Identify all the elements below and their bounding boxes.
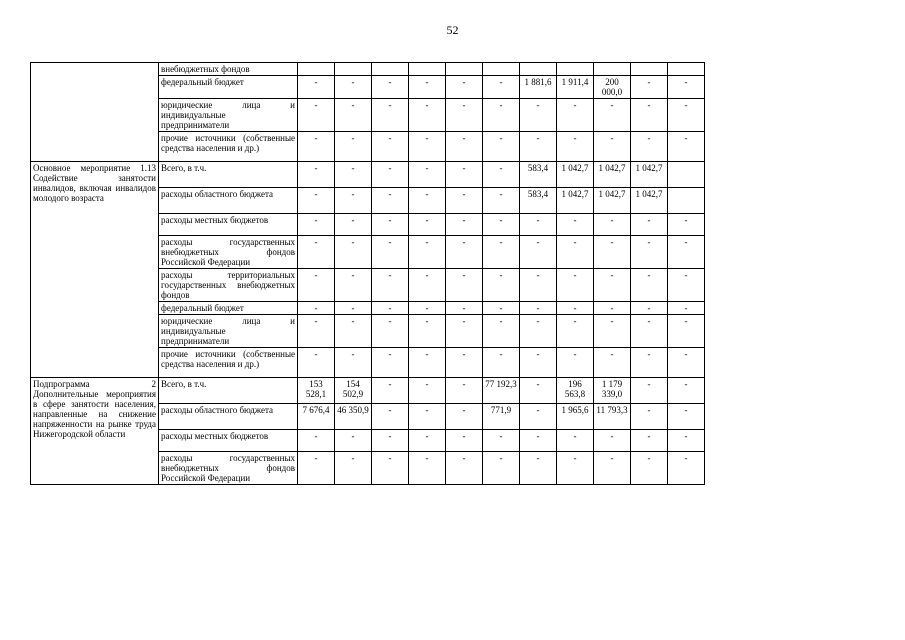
value-cell: - — [594, 348, 631, 378]
funding-table — [30, 62, 705, 485]
value-cell: 1 881,6 — [520, 76, 557, 99]
value-cell: - — [520, 132, 557, 162]
value-cell: - — [446, 315, 483, 348]
value-cell: - — [409, 452, 446, 485]
value-cell: - — [483, 162, 520, 188]
value-cell: - — [372, 452, 409, 485]
value-cell: - — [594, 302, 631, 315]
value-cell: 1 179 339,0 — [594, 378, 631, 404]
value-cell: - — [483, 99, 520, 132]
value-cell: - — [668, 348, 705, 378]
funding-source-cell: Всего, в т.ч. — [159, 162, 298, 188]
value-cell: - — [446, 236, 483, 269]
value-cell: - — [409, 348, 446, 378]
value-cell: - — [557, 315, 594, 348]
value-cell: - — [372, 378, 409, 404]
value-cell: - — [483, 214, 520, 236]
value-cell: - — [298, 452, 335, 485]
value-cell: - — [594, 269, 631, 302]
value-cell: - — [335, 132, 372, 162]
value-cell: - — [446, 269, 483, 302]
value-cell — [446, 63, 483, 76]
funding-source-cell: прочие источники (собственные средства населения и др.) — [159, 348, 298, 378]
value-cell: - — [446, 162, 483, 188]
value-cell: - — [409, 132, 446, 162]
value-cell: 1 911,4 — [557, 76, 594, 99]
value-cell: - — [520, 99, 557, 132]
value-cell: - — [335, 236, 372, 269]
value-cell: - — [483, 302, 520, 315]
value-cell: - — [483, 430, 520, 452]
value-cell — [409, 63, 446, 76]
value-cell: - — [631, 348, 668, 378]
value-cell: - — [409, 315, 446, 348]
value-cell: - — [335, 430, 372, 452]
value-cell: - — [483, 188, 520, 214]
value-cell: - — [335, 214, 372, 236]
value-cell: - — [446, 99, 483, 132]
value-cell — [372, 63, 409, 76]
value-cell: - — [446, 378, 483, 404]
value-cell: - — [335, 99, 372, 132]
value-cell: - — [372, 76, 409, 99]
value-cell: - — [668, 214, 705, 236]
value-cell: - — [668, 99, 705, 132]
value-cell — [668, 188, 705, 214]
value-cell: - — [557, 99, 594, 132]
value-cell: 196 563,8 — [557, 378, 594, 404]
value-cell: - — [631, 315, 668, 348]
value-cell: - — [668, 315, 705, 348]
value-cell: - — [372, 348, 409, 378]
value-cell: 1 965,6 — [557, 404, 594, 430]
value-cell — [557, 63, 594, 76]
value-cell: - — [520, 236, 557, 269]
value-cell: - — [446, 404, 483, 430]
value-cell: - — [446, 188, 483, 214]
value-cell: - — [668, 378, 705, 404]
value-cell: - — [520, 378, 557, 404]
value-cell: - — [631, 99, 668, 132]
value-cell: - — [335, 269, 372, 302]
value-cell: - — [557, 214, 594, 236]
value-cell: - — [446, 302, 483, 315]
value-cell: - — [557, 452, 594, 485]
funding-source-cell: федеральный бюджет — [159, 76, 298, 99]
value-cell: 77 192,3 — [483, 378, 520, 404]
value-cell: - — [446, 76, 483, 99]
value-cell: - — [409, 99, 446, 132]
value-cell: - — [483, 315, 520, 348]
value-cell: - — [594, 132, 631, 162]
value-cell: - — [409, 404, 446, 430]
value-cell: - — [372, 430, 409, 452]
table-row — [31, 63, 705, 76]
value-cell: - — [594, 99, 631, 132]
value-cell — [668, 63, 705, 76]
funding-source-cell: расходы территориальных государственных внебюджетных фондов — [159, 269, 298, 302]
value-cell: - — [298, 269, 335, 302]
value-cell: - — [298, 236, 335, 269]
table-body — [31, 63, 705, 485]
value-cell: 1 042,7 — [631, 188, 668, 214]
value-cell: - — [631, 452, 668, 485]
value-cell: - — [557, 348, 594, 378]
value-cell: - — [594, 315, 631, 348]
value-cell: 7 676,4 — [298, 404, 335, 430]
value-cell: - — [409, 162, 446, 188]
value-cell: - — [668, 76, 705, 99]
value-cell: 1 042,7 — [557, 162, 594, 188]
funding-source-cell: прочие источники (собственные средства населения и др.) — [159, 132, 298, 162]
value-cell: - — [446, 348, 483, 378]
measure-cell: Подпрограмма 2 Дополнительные мероприятия в сфере занятости населения, направленные на снижение напряженности на рынке труда Нижегородской области — [31, 378, 159, 485]
value-cell: - — [520, 269, 557, 302]
value-cell: 1 042,7 — [557, 188, 594, 214]
funding-source-cell: расходы местных бюджетов — [159, 214, 298, 236]
value-cell: - — [372, 315, 409, 348]
funding-source-cell: расходы областного бюджета — [159, 404, 298, 430]
funding-source-cell: федеральный бюджет — [159, 302, 298, 315]
value-cell: - — [520, 315, 557, 348]
value-cell: - — [298, 430, 335, 452]
value-cell: - — [372, 132, 409, 162]
value-cell: - — [483, 452, 520, 485]
value-cell: - — [631, 378, 668, 404]
value-cell: - — [631, 76, 668, 99]
value-cell: - — [668, 236, 705, 269]
value-cell: - — [298, 214, 335, 236]
value-cell: 11 793,3 — [594, 404, 631, 430]
funding-source-cell: юридические лица и индивидуальные предприниматели — [159, 315, 298, 348]
value-cell: - — [298, 348, 335, 378]
value-cell: - — [520, 302, 557, 315]
value-cell: 1 042,7 — [594, 162, 631, 188]
value-cell: - — [557, 430, 594, 452]
value-cell: 153 528,1 — [298, 378, 335, 404]
value-cell — [594, 63, 631, 76]
value-cell: - — [335, 188, 372, 214]
value-cell: - — [557, 302, 594, 315]
value-cell: 583,4 — [520, 162, 557, 188]
value-cell: - — [520, 404, 557, 430]
value-cell: - — [631, 302, 668, 315]
value-cell: - — [298, 99, 335, 132]
value-cell — [298, 63, 335, 76]
measure-cell — [31, 63, 159, 162]
value-cell: - — [409, 269, 446, 302]
value-cell: - — [631, 269, 668, 302]
value-cell: - — [668, 302, 705, 315]
value-cell: - — [409, 214, 446, 236]
value-cell: - — [409, 188, 446, 214]
value-cell: - — [372, 188, 409, 214]
value-cell: - — [372, 269, 409, 302]
value-cell: - — [483, 348, 520, 378]
value-cell: - — [594, 214, 631, 236]
value-cell: 200 000,0 — [594, 76, 631, 99]
value-cell: - — [668, 452, 705, 485]
value-cell: - — [631, 214, 668, 236]
measure-cell: Основное мероприятие 1.13 Содействие занятости инвалидов, включая инвалидов молодого возраста — [31, 162, 159, 378]
value-cell: 46 350,9 — [335, 404, 372, 430]
value-cell: - — [372, 162, 409, 188]
value-cell: - — [409, 76, 446, 99]
value-cell: - — [446, 214, 483, 236]
value-cell: - — [335, 162, 372, 188]
value-cell: - — [631, 132, 668, 162]
value-cell: - — [483, 269, 520, 302]
value-cell: - — [446, 452, 483, 485]
value-cell: 1 042,7 — [631, 162, 668, 188]
value-cell: 771,9 — [483, 404, 520, 430]
value-cell: - — [298, 162, 335, 188]
value-cell: 583,4 — [520, 188, 557, 214]
funding-source-cell: внебюджетных фондов — [159, 63, 298, 76]
value-cell: - — [520, 430, 557, 452]
value-cell: - — [335, 76, 372, 99]
value-cell: - — [483, 236, 520, 269]
value-cell: - — [409, 302, 446, 315]
value-cell: - — [409, 430, 446, 452]
value-cell — [520, 63, 557, 76]
funding-source-cell: расходы государственных внебюджетных фондов Российской Федерации — [159, 452, 298, 485]
value-cell: - — [668, 430, 705, 452]
funding-source-cell: расходы местных бюджетов — [159, 430, 298, 452]
value-cell: - — [372, 214, 409, 236]
value-cell: - — [631, 236, 668, 269]
value-cell: - — [372, 302, 409, 315]
value-cell: - — [409, 378, 446, 404]
value-cell: - — [298, 76, 335, 99]
value-cell: - — [594, 452, 631, 485]
table-row — [31, 378, 705, 404]
value-cell — [483, 63, 520, 76]
value-cell: 1 042,7 — [594, 188, 631, 214]
value-cell: - — [335, 302, 372, 315]
funding-source-cell: Всего, в т.ч. — [159, 378, 298, 404]
value-cell — [335, 63, 372, 76]
value-cell: - — [446, 132, 483, 162]
value-cell: - — [631, 430, 668, 452]
value-cell: - — [631, 404, 668, 430]
value-cell: - — [557, 236, 594, 269]
value-cell: - — [594, 236, 631, 269]
value-cell — [668, 162, 705, 188]
value-cell: - — [557, 269, 594, 302]
value-cell: - — [520, 214, 557, 236]
page-number: 52 — [446, 23, 459, 37]
funding-source-cell: расходы государственных внебюджетных фондов Российской Федерации — [159, 236, 298, 269]
value-cell: - — [446, 430, 483, 452]
value-cell: - — [335, 348, 372, 378]
value-cell: - — [668, 132, 705, 162]
value-cell: - — [483, 76, 520, 99]
value-cell: - — [594, 430, 631, 452]
value-cell: - — [335, 315, 372, 348]
value-cell — [631, 63, 668, 76]
value-cell: - — [520, 348, 557, 378]
value-cell: - — [483, 132, 520, 162]
value-cell: - — [372, 404, 409, 430]
value-cell: - — [557, 132, 594, 162]
value-cell: - — [298, 302, 335, 315]
value-cell: - — [409, 236, 446, 269]
value-cell: - — [668, 404, 705, 430]
value-cell: - — [298, 132, 335, 162]
value-cell: 154 502,9 — [335, 378, 372, 404]
value-cell: - — [335, 452, 372, 485]
value-cell: - — [520, 452, 557, 485]
value-cell: - — [668, 269, 705, 302]
value-cell: - — [372, 236, 409, 269]
value-cell: - — [298, 315, 335, 348]
funding-source-cell: юридические лица и индивидуальные предприниматели — [159, 99, 298, 132]
value-cell: - — [298, 188, 335, 214]
funding-source-cell: расходы областного бюджета — [159, 188, 298, 214]
value-cell: - — [372, 99, 409, 132]
table-row — [31, 162, 705, 188]
